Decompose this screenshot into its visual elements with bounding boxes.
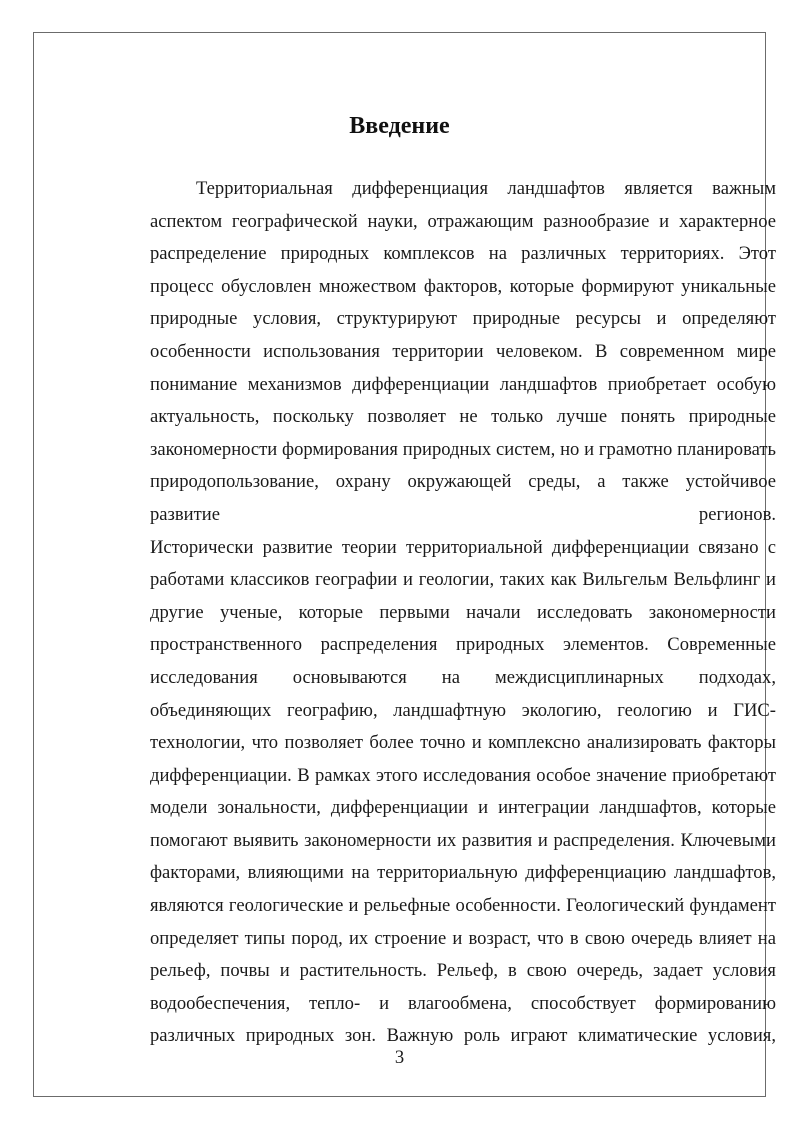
page-title: Введение	[349, 113, 450, 139]
text-line: природные условия, структурируют природные ресурсы и определяют	[150, 308, 776, 330]
text-line: развитие регионов.	[150, 503, 776, 525]
body-text	[150, 173, 776, 1053]
text-line: Территориальная дифференциация ландшафтов является важным	[196, 178, 776, 199]
text-line: определяет типы пород, их строение и возраст, что в свою очередь влияет на	[150, 927, 776, 949]
text-line: исследования основываются на междисциплинарных подходах,	[150, 666, 776, 688]
text-line: дифференциации. В рамках этого исследования особое значение приобретают	[150, 764, 776, 786]
text-line: технологии, что позволяет более точно и комплексно анализировать факторы	[150, 732, 776, 754]
text-line: факторами, влияющими на территориальную дифференциацию ландшафтов,	[150, 862, 776, 884]
text-line: рельеф, почвы и растительность. Рельеф, в свою очередь, задает условия	[150, 960, 776, 982]
text-line: аспектом географической науки, отражающим разнообразие и характерное	[150, 210, 776, 232]
text-line: помогают выявить закономерности их развития и распределения. Ключевыми	[150, 829, 776, 851]
text-line: понимание механизмов дифференциации ландшафтов приобретает особую	[150, 373, 776, 395]
text-line: модели зональности, дифференциации и интеграции ландшафтов, которые	[150, 797, 776, 819]
text-line: особенности использования территории человеком. В современном мире	[150, 340, 776, 362]
text-line: актуальность, поскольку позволяет не только лучше понять природные	[150, 406, 776, 428]
page-number: 3	[394, 1047, 405, 1068]
text-line: пространственного распределения природных элементов. Современные	[150, 634, 776, 656]
text-line: процесс обусловлен множеством факторов, которые формируют уникальные	[150, 275, 776, 297]
text-line: другие ученые, которые первыми начали исследовать закономерности	[150, 601, 776, 623]
text-line: закономерности формирования природных систем, но и грамотно планировать	[150, 438, 776, 460]
text-line: объединяющих географию, ландшафтную экологию, геологию и ГИС-	[150, 699, 776, 721]
document-page	[33, 32, 776, 1097]
text-line: природопользование, охрану окружающей среды, а также устойчивое	[150, 471, 776, 493]
text-line: различных природных зон. Важную роль играют климатические условия,	[150, 1025, 776, 1047]
text-line: являются геологические и рельефные особенности. Геологический фундамент	[150, 895, 776, 917]
text-line: Исторически развитие теории территориальной дифференциации связано с	[150, 536, 776, 558]
text-line: водообеспечения, тепло- и влагообмена, способствует формированию	[150, 992, 776, 1014]
text-line: распределение природных комплексов на различных территориях. Этот	[150, 243, 776, 265]
text-line: работами классиков географии и геологии, таких как Вильгельм Вельфлинг и	[150, 569, 776, 591]
